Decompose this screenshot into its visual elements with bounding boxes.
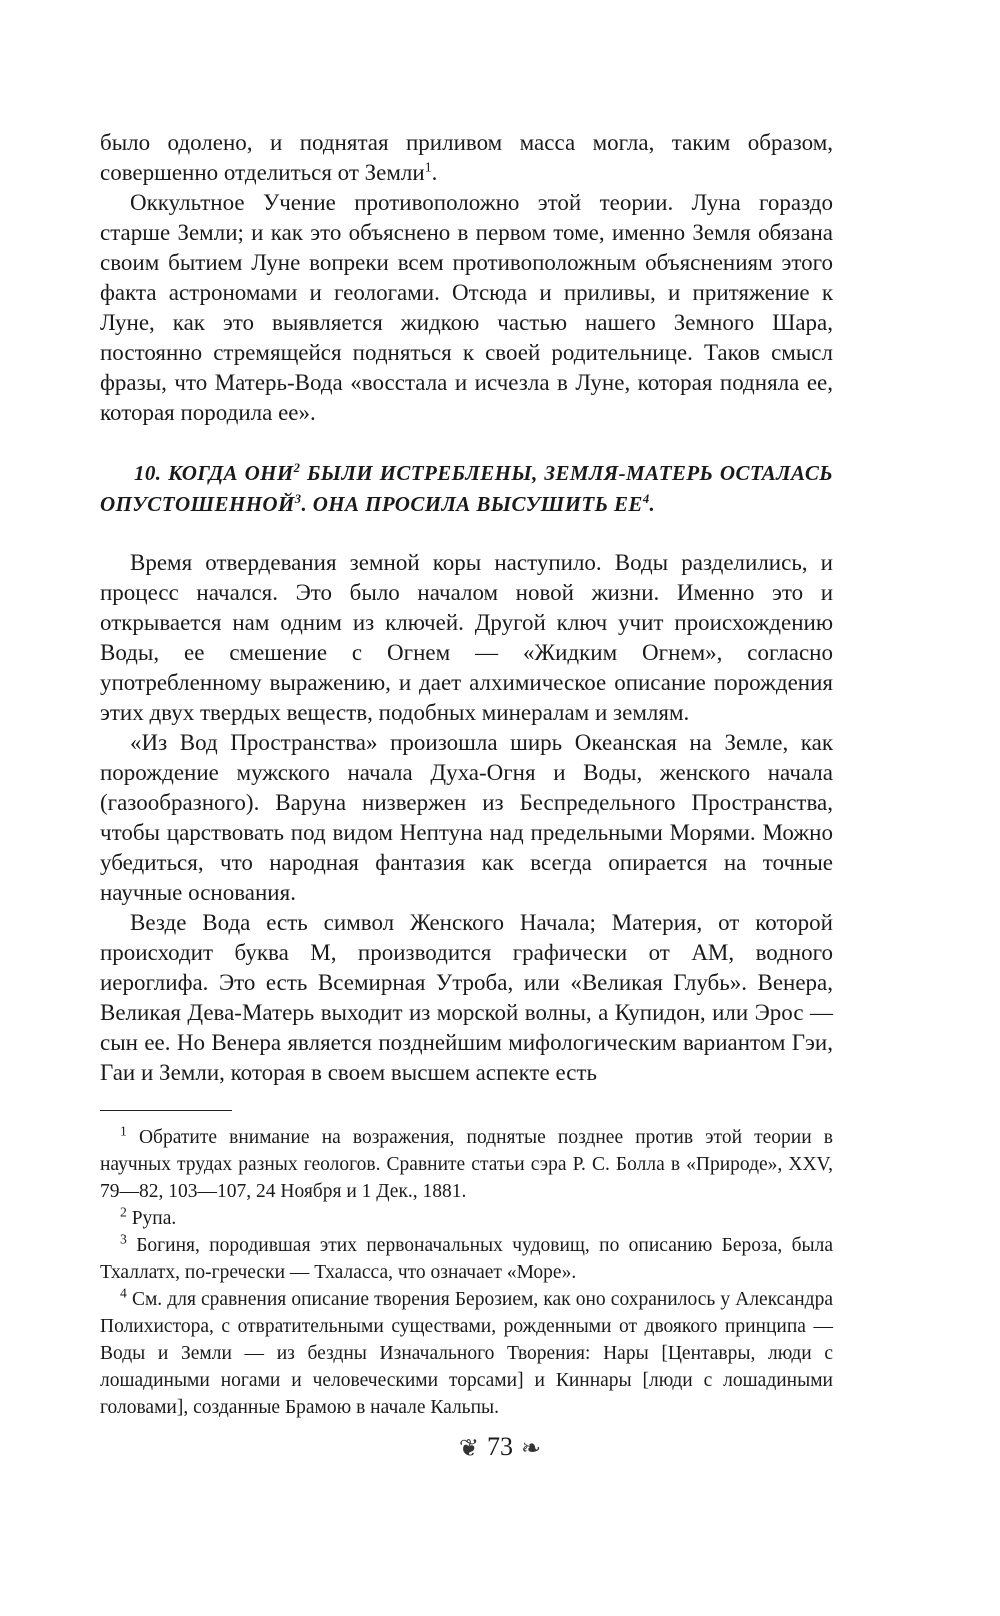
footnote-1: $^1$ Обратите внимание на возражения, поднятые позднее против этой теории в научных трудах разных геологов. Сравните статьи сэра Р. С. Болла в «Природе», XXV, 79—82, 103—107, 24 Ноября и 1 Дек., 1881. <box>100 1123 833 1202</box>
paragraph-3: Время отвердевания земной коры наступило. Воды разделились, и процесс начался. Это было началом новой жизни. Именно это и открывается нам одним из ключей. Другой ключ учит происхождению Воды, ее смешение с Огнем — «Жидким Огнем», согласно употребленному выражению, и дает алхимическое описание порождения этих двух твердых веществ, подобных минералам и землям. <box>100 550 833 725</box>
footnote-divider <box>100 1110 232 1111</box>
paragraph-4: «Из Вод Пространства» произошла ширь Океанская на Земле, как порождение мужского начала Духа-Огня и Воды, женского начала (газообразного). Варуна низвержен из Беспредельного Пространства, чтобы царствовать под видом Нептуна над предельными Морями. Можно убедиться, что народная фантазия как всегда опирается на точные научные основания. <box>100 730 833 905</box>
footnote-ref-2: 2 <box>293 461 301 475</box>
footnote-3: $^3$ Богиня, породившая этих первоначальных чудовищ, по описанию Бероза, была Тхаллатх, по-гречески — Тхаласса, что означает «Море». <box>100 1231 834 1283</box>
footnote-2: $^2$ Рупа. <box>120 1204 177 1229</box>
page-number: 73 <box>487 1432 513 1461</box>
commentary-text <box>100 548 833 1088</box>
fleuron-right-icon: ❧ <box>521 1436 542 1463</box>
footnote-4: $^4$ См. для сравнения описание творения Берозием, как оно сохранилось у Александра Полихистора, с отвратительными существами, рожденными от двоякого принципа — Воды и Земли — из бездны Изначального Творения: Нары [Центавры, люди с лошадиными ногами и человеческими торсами] и Киннары [люди с лошадиными головами], созданные Брамою в начале Кальпы. <box>100 1285 833 1418</box>
footnote-ref-1: 1 <box>424 159 432 175</box>
paragraph-1: было одолено, и поднятая приливом масса могла, таким образом, совершенно отделиться от Земли$^1$. <box>100 130 833 185</box>
paragraph-5: Везде Вода есть символ Женского Начала; Материя, от которой происходит буква М, производится графически от АМ, водного иероглифа. Это есть Всемирная Утроба, или «Великая Глубь». Венера, Великая Дева-Матерь выходит из морской волны, а Купидон, или Эрос — сын ее. Но Венера является позднейшим мифологическим вариантом Гэи, Гаи и Земли, которая в своем высшем аспекте есть <box>100 910 833 1085</box>
footnote-ref-4: 4 <box>642 492 650 506</box>
paragraph-2: Оккультное Учение противоположно этой теории. Луна гораздо старше Земли; и как это объяснено в первом томе, именно Земля обязана своим бытием Луне вопреки всем противоположным объяснениям этого факта астрономами и геологами. Отсюда и приливы, и притяжение к Луне, как это выявляется жидкою частью нашего Земного Шара, постоянно стремящейся подняться к своей родительнице. Таков смысл фразы, что Матерь-Вода «восстала и исчезла в Луне, которая подняла ее, которая породила ее». <box>100 190 833 425</box>
footnote-ref-3: 3 <box>294 492 302 506</box>
main-text <box>100 128 833 428</box>
page-body <box>100 128 833 1088</box>
fleuron-left-icon: ❦ <box>458 1436 479 1463</box>
footnotes <box>100 1124 833 1421</box>
stanza-heading: 10. КОГДА ОНИ$^2$ БЫЛИ ИСТРЕБЛЕНЫ, ЗЕМЛЯ-МАТЕРЬ ОСТАЛАСЬ ОПУСТОШЕННОЙ$^3$. ОНА ПРОСИЛА ВЫСУШИТЬ $ЕЕ^4$. <box>100 461 833 516</box>
page-footer <box>0 1427 1000 1469</box>
